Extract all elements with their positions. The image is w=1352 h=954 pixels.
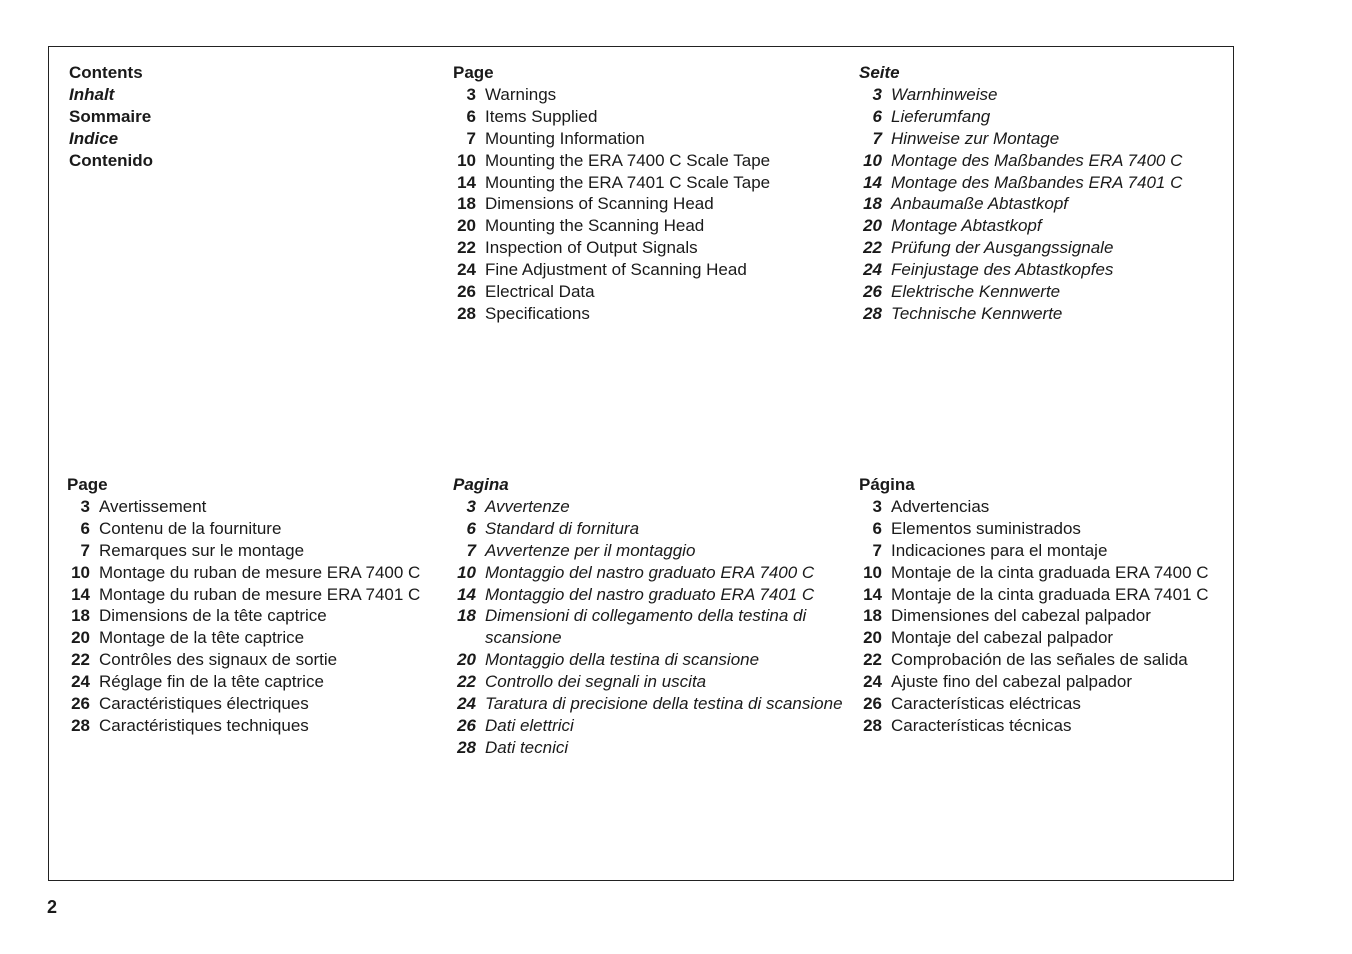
toc-page-number: 6	[80, 518, 90, 538]
toc-entry	[453, 215, 853, 237]
toc-entry	[859, 193, 1229, 215]
toc-entry-title: Contrôles des signaux de sortie	[99, 650, 338, 670]
toc-page-number: 14	[863, 172, 882, 192]
toc-german	[859, 62, 1229, 325]
toc-entry	[859, 303, 1229, 325]
toc-entry	[453, 172, 853, 194]
toc-heading: Page	[453, 63, 494, 82]
contents-titles	[69, 62, 429, 172]
toc-entry-title: Lieferumfang	[891, 106, 991, 126]
toc-entry-title: Montage de la tête captrice	[99, 628, 305, 648]
toc-entry-title: Montage des Maßbandes ERA 7400 C	[891, 150, 1183, 170]
toc-entry-title: Montage du ruban de mesure ERA 7401 C	[99, 584, 421, 604]
toc-entry	[859, 215, 1229, 237]
toc-entry	[859, 715, 1231, 737]
toc-entry-title: Technische Kennwerte	[891, 303, 1063, 323]
toc-entry-title: Feinjustage des Abtastkopfes	[891, 260, 1114, 280]
toc-entry	[453, 150, 853, 172]
toc-entry-title: Anbaumaße Abtastkopf	[891, 194, 1069, 214]
toc-entry-title: Specifications	[485, 303, 590, 323]
toc-entry-title: Montaggio del nastro graduato ERA 7400 C	[485, 562, 815, 582]
toc-entry-title: Ajuste fino del cabezal palpador	[891, 672, 1132, 692]
toc-entry	[859, 562, 1231, 584]
toc-entry	[859, 584, 1231, 606]
toc-page-number: 6	[872, 106, 882, 126]
toc-page-number: 10	[71, 562, 90, 582]
toc-entry	[67, 540, 452, 562]
toc-entry-title: Items Supplied	[485, 106, 598, 126]
contents-title-es: Contenido	[69, 150, 154, 170]
toc-entry	[859, 237, 1229, 259]
toc-entry	[859, 259, 1229, 281]
toc-entry	[453, 259, 853, 281]
contents-title-de: Inhalt	[69, 84, 115, 104]
toc-page-number: 18	[457, 606, 476, 626]
toc-entry	[67, 584, 452, 606]
toc-entry-title: Inspection of Output Signals	[485, 238, 698, 258]
toc-entry	[859, 84, 1229, 106]
toc-spanish	[859, 474, 1231, 737]
toc-page-number: 7	[466, 128, 476, 148]
toc-page-number: 28	[457, 737, 476, 757]
toc-entry	[67, 605, 452, 627]
toc-page-number: 26	[71, 694, 90, 714]
toc-entry-title: Montage Abtastkopf	[891, 216, 1042, 236]
toc-entry-title: Características eléctricas	[891, 694, 1081, 714]
toc-page-number: 26	[457, 282, 476, 302]
toc-page-number: 3	[872, 496, 882, 516]
toc-entry-title: Dati tecnici	[485, 737, 569, 757]
toc-entry	[453, 584, 853, 606]
toc-entry-title: Indicaciones para el montaje	[891, 540, 1108, 560]
toc-entry-title: Elementos suministrados	[891, 518, 1081, 538]
toc-entry-title: Réglage fin de la tête captrice	[99, 672, 324, 692]
toc-page-number: 22	[457, 672, 476, 692]
toc-heading: Page	[67, 475, 108, 494]
toc-page-number: 10	[457, 150, 476, 170]
toc-entry	[453, 605, 853, 649]
toc-entry	[453, 303, 853, 325]
toc-page-number: 24	[863, 260, 882, 280]
toc-entry-title: Dimensions of Scanning Head	[485, 194, 714, 214]
toc-page-number: 14	[457, 584, 476, 604]
toc-entry-title: Montaje del cabezal palpador	[891, 628, 1114, 648]
toc-page-number: 28	[863, 715, 882, 735]
toc-heading: Seite	[859, 63, 900, 82]
toc-entry	[453, 715, 853, 737]
toc-entry-title: Elektrische Kennwerte	[891, 282, 1061, 302]
toc-entry	[453, 237, 853, 259]
toc-entry-title: Hinweise zur Montage	[891, 128, 1060, 148]
toc-page-number: 20	[71, 628, 90, 648]
toc-entry	[859, 172, 1229, 194]
toc-entry	[859, 128, 1229, 150]
toc-entry	[859, 106, 1229, 128]
toc-page-number: 24	[863, 672, 882, 692]
toc-entry-title: Mounting the Scanning Head	[485, 216, 705, 236]
toc-entry-title: Warnings	[485, 84, 557, 104]
toc-page-number: 26	[457, 715, 476, 735]
toc-page-number: 22	[863, 238, 882, 258]
contents-title-en: Contents	[69, 63, 143, 82]
toc-page-number: 18	[457, 194, 476, 214]
toc-entry	[859, 281, 1229, 303]
toc-entry	[67, 496, 452, 518]
toc-entry-title: Mounting the ERA 7401 C Scale Tape	[485, 172, 771, 192]
toc-page-number: 22	[457, 238, 476, 258]
toc-entry	[453, 84, 853, 106]
toc-entry	[453, 281, 853, 303]
toc-entry	[859, 605, 1231, 627]
toc-entry-title: Montaggio del nastro graduato ERA 7401 C	[485, 584, 815, 604]
toc-page-number: 18	[863, 606, 882, 626]
toc-entry-title: Avertissement	[99, 496, 207, 516]
toc-entry-title: Electrical Data	[485, 282, 595, 302]
toc-entry-title: Fine Adjustment of Scanning Head	[485, 260, 747, 280]
toc-entry	[453, 193, 853, 215]
toc-entry	[453, 518, 853, 540]
toc-entry-title: Dimensions de la tête captrice	[99, 606, 327, 626]
toc-page-number: 7	[466, 540, 476, 560]
toc-page-number: 18	[71, 606, 90, 626]
toc-entry-title: Standard di fornitura	[485, 518, 640, 538]
toc-list	[67, 496, 452, 737]
toc-page-number: 24	[71, 672, 90, 692]
toc-entry-title: Montaje de la cinta graduada ERA 7401 C	[891, 584, 1209, 604]
toc-entry	[67, 562, 452, 584]
toc-entry	[453, 562, 853, 584]
toc-page-number: 7	[872, 540, 882, 560]
toc-page-number: 20	[457, 650, 476, 670]
toc-page-number: 6	[872, 518, 882, 538]
toc-entry	[859, 518, 1231, 540]
toc-entry	[859, 649, 1231, 671]
toc-page-number: 26	[863, 694, 882, 714]
toc-entry	[453, 540, 853, 562]
toc-entry-title: Avvertenze per il montaggio	[485, 540, 696, 560]
toc-entry-title: Dati elettrici	[485, 715, 574, 735]
toc-list	[859, 496, 1231, 737]
toc-entry-title: Controllo dei segnali in uscita	[485, 672, 707, 692]
toc-list	[859, 84, 1229, 325]
toc-page-number: 10	[457, 562, 476, 582]
toc-entry	[453, 693, 853, 715]
toc-entry	[67, 671, 452, 693]
toc-english	[453, 62, 853, 325]
toc-entry-title: Montage des Maßbandes ERA 7401 C	[891, 172, 1183, 192]
toc-page-number: 10	[863, 150, 882, 170]
toc-heading: Pagina	[453, 475, 509, 494]
toc-entry-title: Características técnicas	[891, 715, 1072, 735]
toc-page-number: 14	[457, 172, 476, 192]
toc-page-number: 3	[466, 84, 476, 104]
toc-entry	[453, 496, 853, 518]
toc-page-number: 28	[457, 303, 476, 323]
toc-list	[453, 496, 853, 759]
toc-entry	[453, 128, 853, 150]
page-number: 2	[47, 897, 58, 917]
toc-page-number: 20	[863, 628, 882, 648]
toc-list	[453, 84, 853, 325]
toc-entry-title: Mounting the ERA 7400 C Scale Tape	[485, 150, 771, 170]
toc-page-number: 24	[457, 694, 476, 714]
toc-french	[67, 474, 452, 737]
toc-entry-title: Contenu de la fourniture	[99, 518, 282, 538]
toc-page-number: 7	[80, 540, 90, 560]
toc-entry	[859, 627, 1231, 649]
toc-entry	[453, 106, 853, 128]
toc-entry-title: Caractéristiques électriques	[99, 694, 309, 714]
toc-page-number: 6	[466, 518, 476, 538]
toc-entry-title: Avvertenze	[485, 496, 570, 516]
toc-entry	[67, 693, 452, 715]
toc-entry	[859, 671, 1231, 693]
toc-entry	[67, 518, 452, 540]
toc-heading: Página	[859, 475, 915, 494]
toc-page-number: 14	[71, 584, 90, 604]
toc-entry-title: Prüfung der Ausgangssignale	[891, 238, 1114, 258]
toc-page-number: 24	[457, 260, 476, 280]
toc-page-number: 18	[863, 194, 882, 214]
toc-entry-title: Montaggio della testina di scansione	[485, 650, 760, 670]
toc-entry	[67, 715, 452, 737]
toc-entry	[453, 671, 853, 693]
contents-title-it: Indice	[69, 128, 119, 148]
toc-entry	[67, 627, 452, 649]
toc-entry	[859, 496, 1231, 518]
toc-entry	[67, 649, 452, 671]
toc-entry-title: Warnhinweise	[891, 84, 998, 104]
toc-entry-title: Taratura di precisione della testina di scansione	[485, 694, 843, 714]
toc-entry	[859, 540, 1231, 562]
toc-page-number: 3	[80, 496, 90, 516]
toc-page-number: 3	[466, 496, 476, 516]
toc-entry-title: Mounting Information	[485, 128, 645, 148]
toc-entry-title: Comprobación de las señales de salida	[891, 650, 1188, 670]
toc-page-number: 28	[71, 715, 90, 735]
toc-entry-title: Advertencias	[891, 496, 990, 516]
toc-page-number: 3	[872, 84, 882, 104]
toc-entry-title: Dimensiones del cabezal palpador	[891, 606, 1151, 626]
toc-entry	[859, 693, 1231, 715]
toc-page-number: 14	[863, 584, 882, 604]
toc-page-number: 28	[863, 303, 882, 323]
toc-entry	[859, 150, 1229, 172]
toc-entry-title: Remarques sur le montage	[99, 540, 305, 560]
toc-entry	[453, 649, 853, 671]
toc-entry-title: Dimensioni di collegamento della testina di scansione	[485, 606, 807, 648]
toc-page-number: 6	[466, 106, 476, 126]
toc-page-number: 22	[71, 650, 90, 670]
toc-entry-title: Montage du ruban de mesure ERA 7400 C	[99, 562, 421, 582]
toc-page-number: 20	[457, 216, 476, 236]
toc-entry	[453, 737, 853, 759]
toc-entry-title: Montaje de la cinta graduada ERA 7400 C	[891, 562, 1209, 582]
contents-title-fr: Sommaire	[69, 106, 152, 126]
toc-page-number: 22	[863, 650, 882, 670]
toc-entry-title: Caractéristiques techniques	[99, 715, 309, 735]
toc-page-number: 10	[863, 562, 882, 582]
toc-page-number: 7	[872, 128, 882, 148]
toc-page-number: 20	[863, 216, 882, 236]
toc-page-number: 26	[863, 282, 882, 302]
toc-italian	[453, 474, 853, 759]
